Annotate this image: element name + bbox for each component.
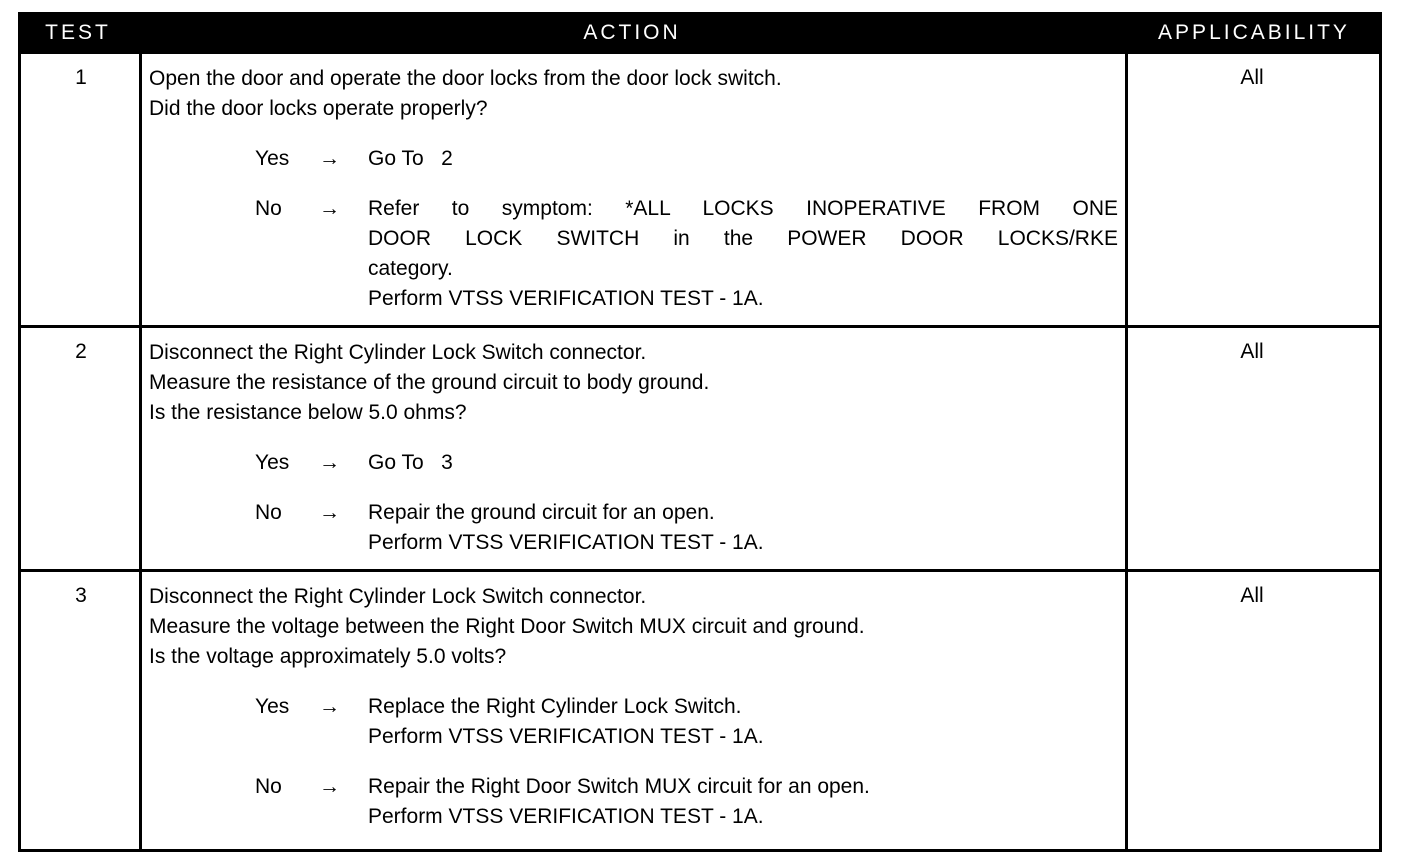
applicability-value: All [1240,66,1264,89]
question-line: Is the resistance below 5.0 ohms? [149,401,467,424]
result-line: category. [368,257,453,280]
applicability-value: All [1240,584,1264,607]
table-row [21,572,1379,849]
right-arrow-icon: → [319,147,340,170]
yes-result [368,692,764,752]
table-header [18,12,1382,54]
test-number: 2 [75,340,87,363]
right-arrow-icon: → [319,451,340,474]
result-line: Go To 2 [368,147,453,170]
question-line: Did the door locks operate properly? [149,97,488,120]
question-line: Measure the resistance of the ground circuit to body ground. [149,371,710,394]
question-line: Open the door and operate the door locks from the door lock switch. [149,67,782,90]
question-line: Disconnect the Right Cylinder Lock Switch connector. [149,585,647,608]
no-label: No [255,197,282,220]
no-label: No [255,501,282,524]
question-line: Disconnect the Right Cylinder Lock Switch connector. [149,341,647,364]
diagnostic-table [18,12,1382,852]
result-line: Perform VTSS VERIFICATION TEST - 1A. [368,531,764,554]
right-arrow-icon: → [319,695,340,718]
yes-result [368,144,453,174]
result-line: Perform VTSS VERIFICATION TEST - 1A. [368,287,764,310]
result-line: DOOR LOCK SWITCH in the POWER DOOR LOCKS/RKE [368,227,1118,250]
no-result [368,194,1118,314]
header-test: TEST [45,21,111,44]
yes-label: Yes [255,147,290,170]
yes-label: Yes [255,451,290,474]
yes-result [368,448,453,478]
yes-label: Yes [255,695,290,718]
question-line: Measure the voltage between the Right Door Switch MUX circuit and ground. [149,615,865,638]
right-arrow-icon: → [319,197,340,220]
applicability-value: All [1240,340,1264,363]
question-line: Is the voltage approximately 5.0 volts? [149,645,507,668]
table-row [21,54,1379,325]
result-line: Repair the Right Door Switch MUX circuit for an open. [368,775,870,798]
header-action: ACTION [583,21,681,44]
result-line: Refer to symptom: *ALL LOCKS INOPERATIVE FROM ONE [368,197,1118,220]
result-line: Perform VTSS VERIFICATION TEST - 1A. [368,725,764,748]
result-line: Repair the ground circuit for an open. [368,501,715,524]
no-label: No [255,775,282,798]
no-result [368,772,870,832]
header-applicability: APPLICABILITY [1158,21,1350,44]
right-arrow-icon: → [319,501,340,524]
table-row [21,328,1379,569]
no-result [368,498,764,558]
result-line: Go To 3 [368,451,453,474]
right-arrow-icon: → [319,775,340,798]
test-number: 3 [75,584,87,607]
result-line: Perform VTSS VERIFICATION TEST - 1A. [368,805,764,828]
result-line: Replace the Right Cylinder Lock Switch. [368,695,742,718]
test-number: 1 [75,66,87,89]
